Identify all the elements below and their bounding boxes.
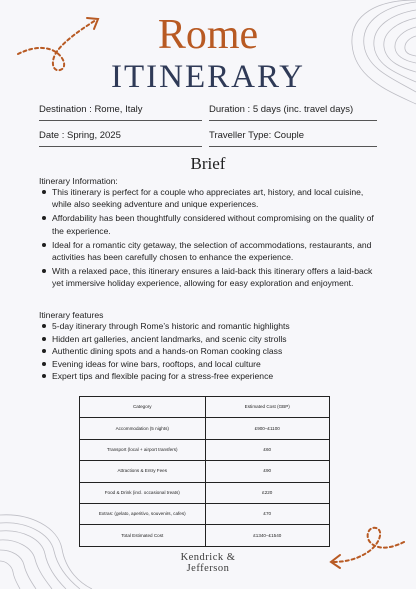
column-header-category: Category — [80, 397, 206, 418]
date-field: Date : Spring, 2025 — [39, 130, 202, 147]
itinerary-information-list — [39, 186, 379, 292]
table-cell-cost: £1340–£1540 — [205, 525, 329, 546]
list-item: Evening ideas for wine bars, rooftops, and local culture — [39, 358, 379, 370]
table-cell-category: Extras: (gelato, aperitivo, souvenirs, cafes) — [80, 503, 206, 524]
brand-line-1: Kendrick & — [180, 552, 236, 563]
list-item: 5-day itinerary through Rome’s historic and romantic highlights — [39, 320, 379, 332]
list-item: Expert tips and flexible pacing for a stress-free experience — [39, 370, 379, 382]
cost-table — [79, 396, 330, 547]
list-item: This itinerary is perfect for a couple who appreciates art, history, and local cuisine, while also seeking adventure and unique experiences. — [39, 186, 379, 210]
table-row — [80, 461, 330, 482]
itinerary-features-label: Itinerary features — [39, 310, 104, 320]
table-cell-category: Accommodation (5 nights) — [80, 418, 206, 439]
duration-field: Duration : 5 days (inc. travel days) — [209, 104, 377, 121]
itinerary-features-list — [39, 320, 379, 383]
destination-field: Destination : Rome, Italy — [39, 104, 202, 121]
table-row — [80, 482, 330, 503]
list-item: Ideal for a romantic city getaway, the selection of accommodations, restaurants, and activities has been carefully chosen to enhance the experience. — [39, 239, 379, 263]
table-cell-category: Transport (local + airport transfers) — [80, 439, 206, 460]
list-item: Hidden art galleries, ancient landmarks, and scenic city strolls — [39, 333, 379, 345]
table-cell-cost: £70 — [205, 503, 329, 524]
table-cell-cost: £220 — [205, 482, 329, 503]
table-cell-cost: £60 — [205, 439, 329, 460]
itinerary-information-label: Itinerary Information: — [39, 176, 118, 186]
table-cell-category: Attractions & Entry Fees — [80, 461, 206, 482]
table-row — [80, 439, 330, 460]
table-row — [80, 418, 330, 439]
table-header-row — [80, 397, 330, 418]
page-title: ITINERARY — [111, 59, 305, 95]
table-cell-cost: £90 — [205, 461, 329, 482]
list-item: With a relaxed pace, this itinerary ensures a laid-back this itinerary offers a laid-back yet immersive holiday experience, allowing for easy exploration and enjoyment. — [39, 265, 379, 289]
list-item: Affordability has been thoughtfully considered without compromising on the quality of the experience. — [39, 212, 379, 236]
list-item: Authentic dining spots and a hands-on Roman cooking class — [39, 345, 379, 357]
brand-logo-text — [0, 552, 416, 574]
city-title: Rome — [157, 12, 259, 58]
brand-line-2: Jefferson — [186, 563, 230, 574]
table-row — [80, 503, 330, 524]
brief-heading: Brief — [190, 154, 226, 173]
column-header-cost: Estimated Cost (GBP) — [205, 397, 329, 418]
table-cell-cost: £900–£1100 — [205, 418, 329, 439]
table-cell-category: Total Estimated Cost — [80, 525, 206, 546]
table-row-total — [80, 525, 330, 546]
traveller-type-field: Traveller Type: Couple — [209, 130, 377, 147]
table-cell-category: Food & Drink (incl. occasional treats) — [80, 482, 206, 503]
